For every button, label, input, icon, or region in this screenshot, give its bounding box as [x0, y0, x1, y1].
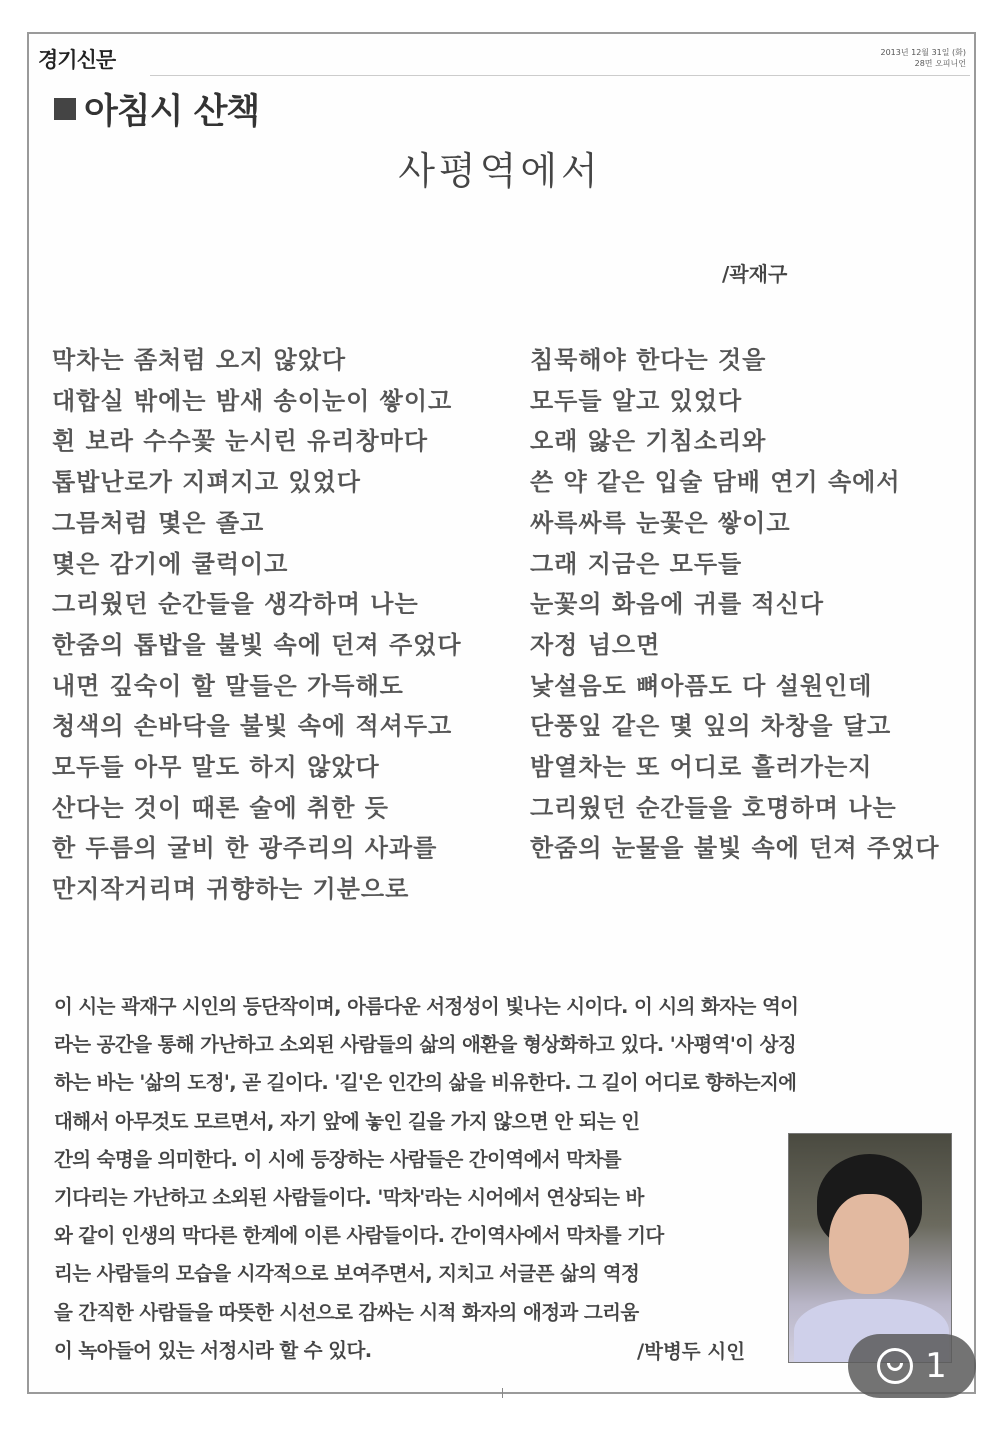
text-line: 싸륵싸륵 눈꽃은 쌓이고	[530, 508, 791, 537]
text-line: 이 시는 곽재구 시인의 등단작이며, 아름다운 서정성이 빛나는 시이다. 이 시의 화자는 역이	[54, 995, 799, 1018]
text-line: 한 두름의 굴비 한 광주리의 사과를	[52, 834, 438, 863]
text-line: 대합실 밖에는 밤새 송이눈이 쌓이고	[52, 386, 453, 415]
text-line: 하는 바는 '삶의 도정', 곧 길이다. '길'은 인간의 삶을 비유한다. 그 길이 어디로 향하는지에	[54, 1071, 797, 1095]
text-line: 눈꽃의 화음에 귀를 적신다	[530, 590, 825, 619]
text-line: 모두들 알고 있었다	[530, 386, 743, 415]
poem-right-column	[530, 340, 940, 869]
date-text: 2013년 12월 31일 (화)	[880, 48, 966, 57]
text-line: 라는 공간을 통해 가난하고 소외된 사람들의 삶의 애환을 형상화하고 있다. '사평역'이 상징	[54, 1033, 797, 1057]
text-line: 침묵해야 한다는 것을	[530, 346, 767, 374]
text-line: 기다리는 가난하고 소외된 사람들이다. '막차'라는 시어에서 연상되는 바	[54, 1186, 644, 1210]
poet-photo	[788, 1133, 952, 1363]
text-line: 단풍잎 같은 몇 잎의 차창을 달고	[530, 712, 892, 741]
text-line: 청색의 손바닥을 불빛 속에 적셔두고	[52, 712, 453, 741]
text-line: 그리웠던 순간들을 생각하며 나는	[52, 590, 419, 619]
poem-title: 사평역에서	[398, 149, 602, 193]
text-line: 그믐처럼 몇은 졸고	[52, 508, 265, 537]
text-line: 내면 깊숙이 할 말들은 가득해도	[52, 671, 404, 700]
photo-face	[829, 1194, 909, 1294]
text-line: 리는 사람들의 모습을 시각적으로 보여주면서, 지치고 서글픈 삶의 역정	[54, 1262, 640, 1286]
text-line: 톱밥난로가 지펴지고 있었다	[52, 468, 361, 497]
text-line: 을 간직한 사람들을 따뜻한 시선으로 감싸는 시적 화자의 애정과 그리움	[54, 1300, 639, 1324]
text-line: 그래 지금은 모두들	[530, 549, 743, 578]
text-line: 간의 숙명을 의미한다. 이 시에 등장하는 사람들은 간이역에서 막차를	[54, 1147, 621, 1171]
text-line: 모두들 아무 말도 하지 않았다	[52, 753, 380, 782]
text-line: 흰 보라 수수꽃 눈시린 유리창마다	[52, 427, 428, 456]
text-line: 자정 넘으면	[530, 630, 661, 659]
reaction-count: 1	[925, 1346, 947, 1386]
text-line: 밤열차는 또 어디로 흘러가는지	[530, 753, 873, 782]
text-line: 오래 앓은 기침소리와	[530, 427, 767, 456]
header-rule	[150, 75, 970, 76]
reaction-badge[interactable]	[848, 1334, 976, 1398]
text-line: 몇은 감기에 쿨럭이고	[52, 549, 289, 578]
newspaper-masthead: 경기신문	[38, 48, 116, 72]
dateline	[880, 47, 966, 69]
poem-author: /곽재구	[722, 262, 788, 286]
text-line: 와 같이 인생의 막다른 한계에 이른 사람들이다. 간이역사에서 막차를 기다	[54, 1224, 664, 1248]
page-section-text: 28면 오피니언	[914, 59, 966, 68]
text-line: 그리웠던 순간들을 호명하며 나는	[530, 793, 897, 822]
text-line: 한줌의 톱밥을 불빛 속에 던져 주었다	[52, 630, 462, 659]
center-tick	[502, 1388, 503, 1398]
text-line: 쓴 약 같은 입술 담배 연기 속에서	[530, 468, 901, 497]
square-bullet-icon	[54, 98, 76, 120]
text-line: 대해서 아무것도 모르면서, 자기 앞에 놓인 길을 가지 않으면 안 되는 인	[54, 1109, 640, 1133]
text-line: 만지작거리며 귀향하는 기분으로	[52, 875, 410, 904]
text-line: 한줌의 눈물을 불빛 속에 던져 주었다	[530, 834, 940, 863]
section-title: 아침시 산책	[84, 92, 260, 132]
text-line: 산다는 것이 때론 술에 취한 듯	[52, 793, 389, 822]
text-line: 막차는 좀처럼 오지 않았다	[52, 346, 347, 374]
text-line: 이 녹아들어 있는 서정시라 할 수 있다.	[54, 1338, 372, 1362]
smiley-icon	[877, 1348, 913, 1384]
text-line: 낯설음도 뼈아픔도 다 설원인데	[530, 671, 873, 700]
commentary-signature: /박병두 시인	[637, 1340, 746, 1363]
section-heading	[54, 84, 259, 134]
poem-left-column	[52, 340, 462, 910]
